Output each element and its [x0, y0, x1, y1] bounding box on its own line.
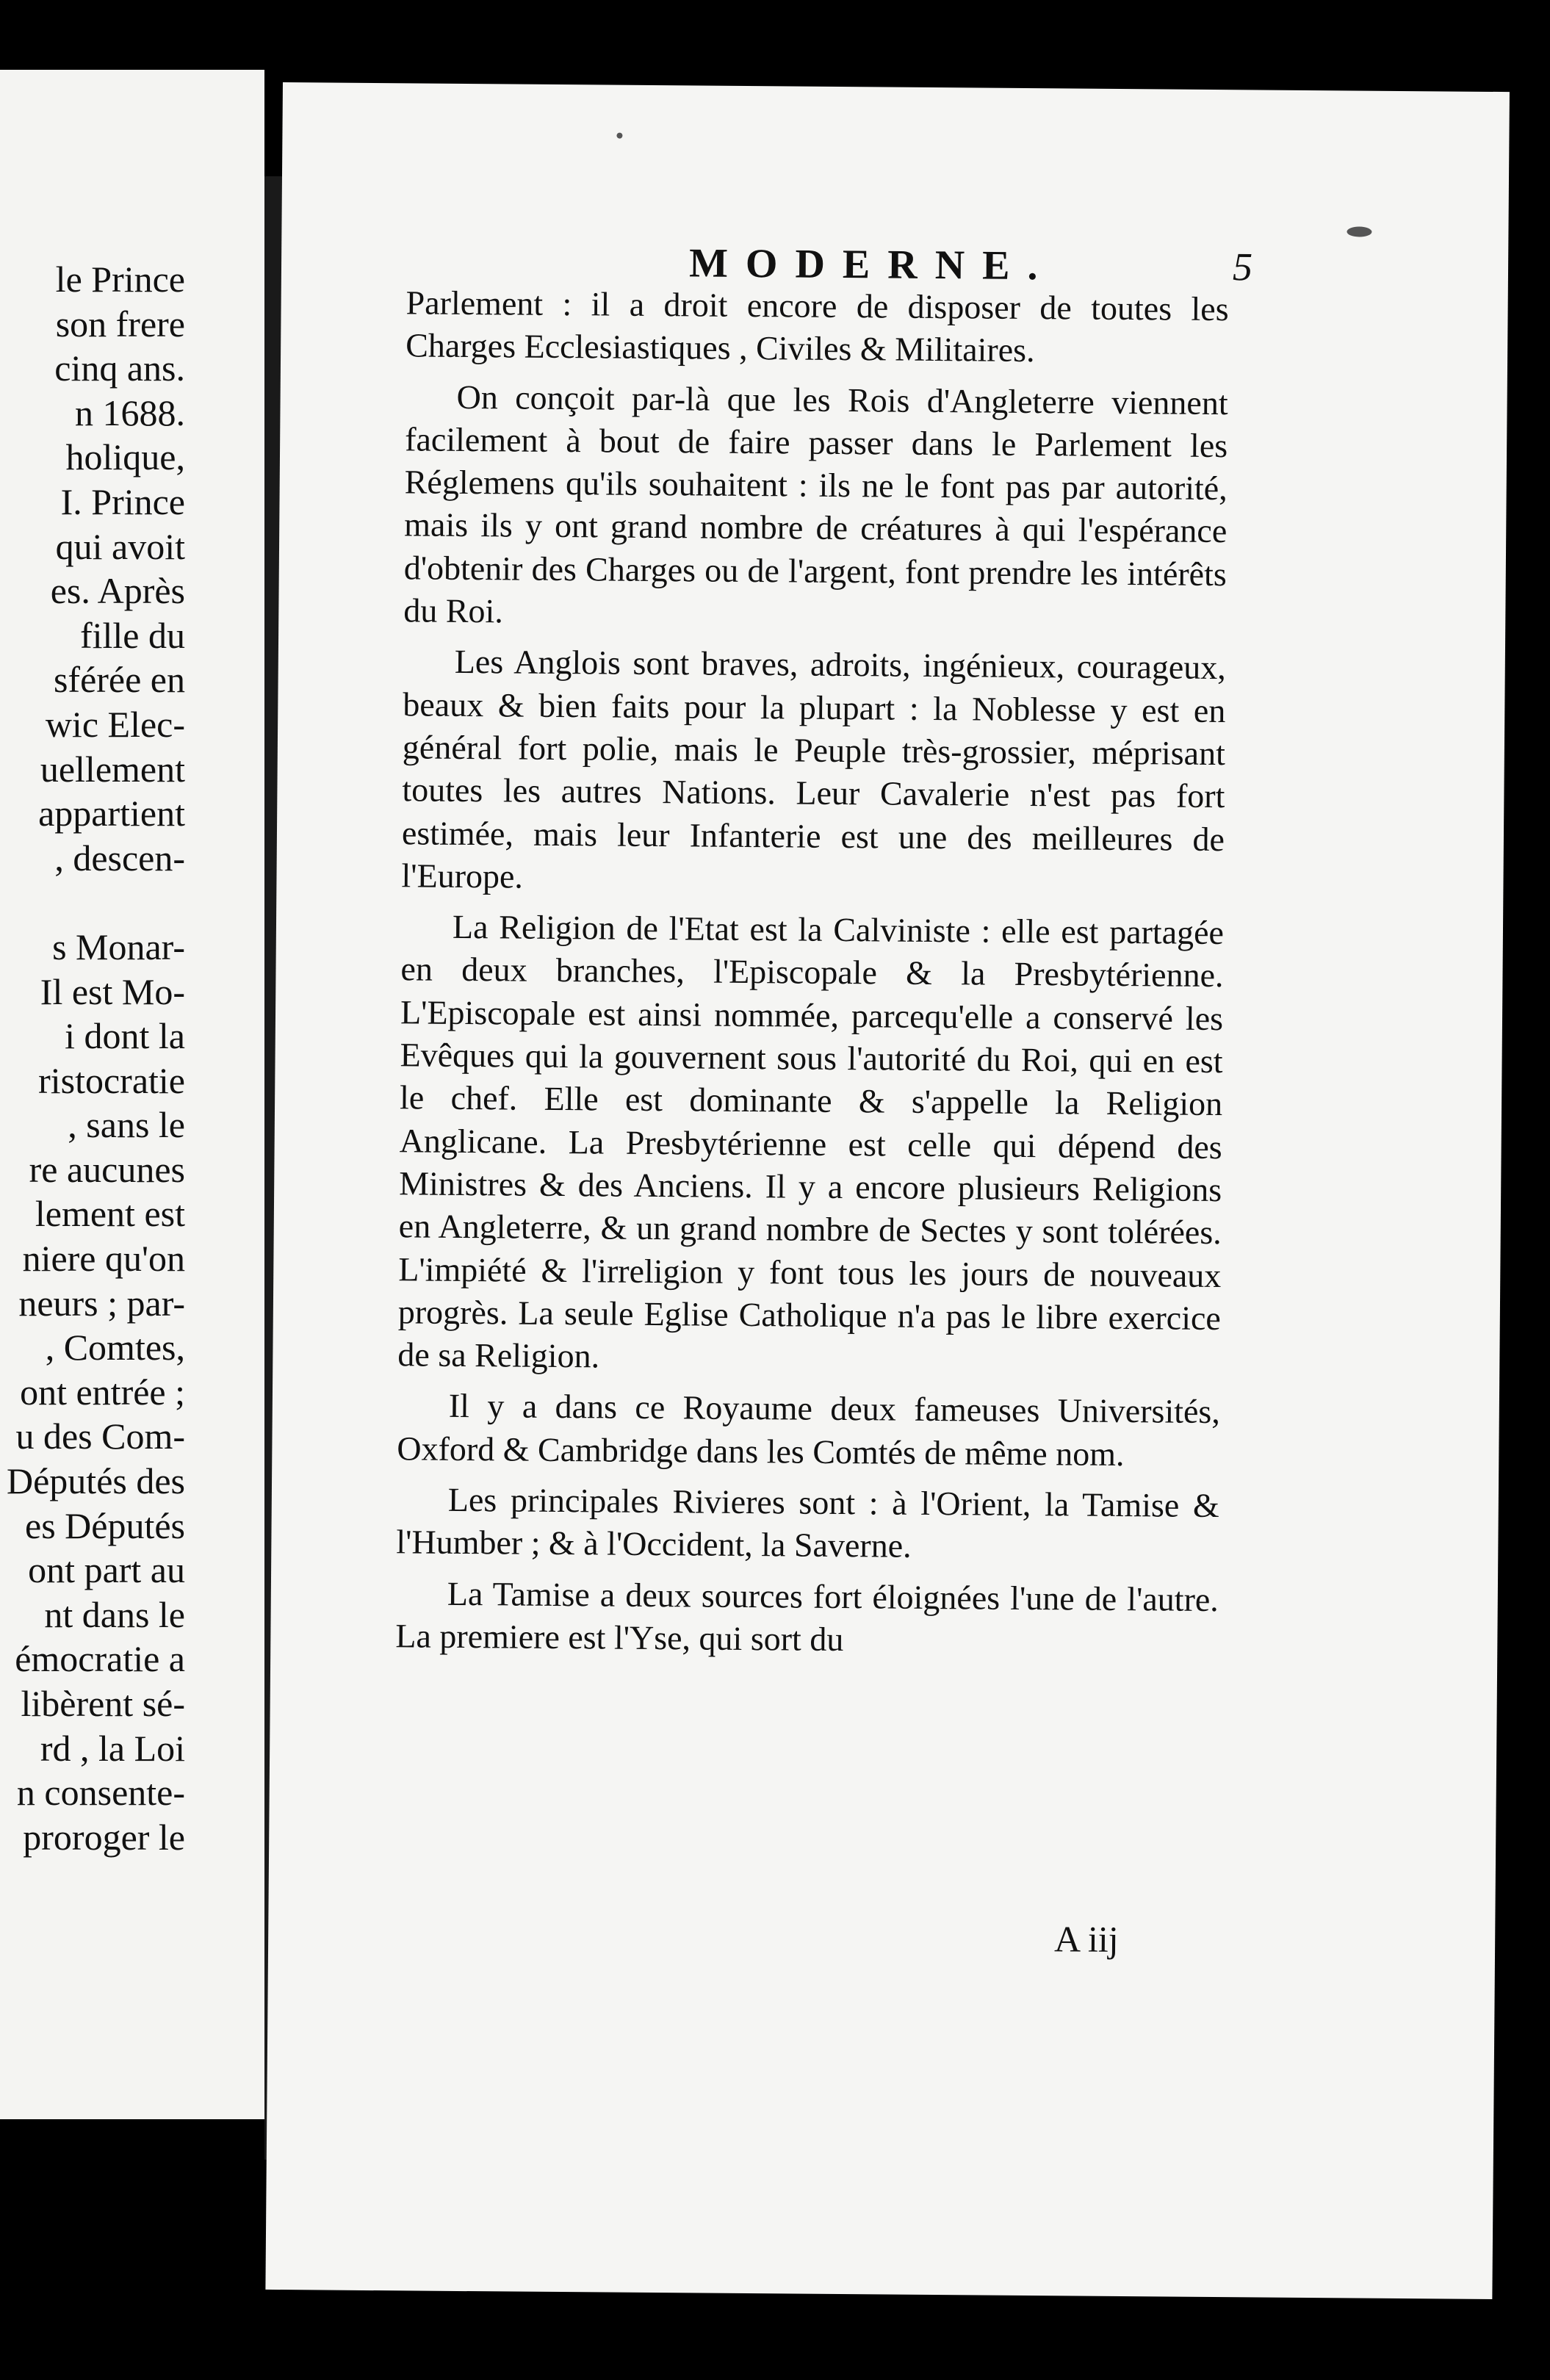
- previous-page-line: ont part au: [28, 1549, 185, 1591]
- current-page: [265, 82, 1510, 2299]
- previous-page-line: [0, 880, 185, 925]
- paper-speck: [1347, 226, 1371, 237]
- previous-page-line: émocratie a: [15, 1638, 185, 1680]
- previous-page-line: re aucunes: [29, 1148, 185, 1190]
- previous-page-line: n 1688.: [75, 392, 185, 433]
- previous-page-line: , sans le: [68, 1104, 185, 1146]
- previous-page-line: nt dans le: [44, 1593, 185, 1635]
- previous-page-line: neurs ; par-: [18, 1282, 185, 1324]
- previous-page-text: [0, 257, 185, 1859]
- previous-page-line: wic Elec-: [45, 703, 185, 745]
- previous-page-line: s Monar-: [52, 926, 185, 967]
- previous-page-line: es Députés: [25, 1504, 185, 1546]
- previous-page-line: , descen-: [54, 837, 185, 879]
- body-paragraph: On conçoit par-là que les Rois d'Angleterre viennent facilement à bout de faire passer dans le Parlement les Réglemens qu'ils souhaitent : ils ne le font pas par autorité, mais ils y ont grand nombre de créatures à qui l'espérance d'obtenir des Charges ou de l'argent, font prendre les intérêts du Roi.: [403, 378, 1228, 630]
- body-paragraph: Les principales Rivieres sont : à l'Orient, la Tamise & l'Humber ; & à l'Occident, la Saverne.: [396, 1480, 1220, 1565]
- page-number: 5: [1232, 245, 1253, 289]
- previous-page-line: son frere: [55, 303, 185, 345]
- previous-page-line: le Prince: [55, 259, 185, 300]
- previous-page-fragment: [0, 70, 264, 2119]
- body-paragraph: La Tamise a deux sources fort éloignées l'une de l'autre. La premiere est l'Yse, qui sort du: [395, 1574, 1219, 1658]
- previous-page-line: proroger le: [23, 1816, 185, 1858]
- previous-page-line: Il est Mo-: [40, 970, 185, 1012]
- previous-page-line: n consente-: [16, 1772, 185, 1814]
- previous-page-line: es. Après: [50, 570, 185, 612]
- running-head-title: MODERNE.: [688, 240, 1056, 289]
- previous-page-line: holique,: [65, 436, 185, 478]
- previous-page-line: i dont la: [65, 1015, 185, 1057]
- previous-page-line: niere qu'on: [22, 1238, 185, 1280]
- previous-page-line: Députés des: [7, 1460, 185, 1502]
- previous-page-line: fille du: [79, 614, 185, 656]
- previous-page-line: sférée en: [53, 659, 185, 701]
- previous-page-line: libèrent sé-: [21, 1683, 185, 1724]
- body-paragraph: Les Anglois sont braves, adroits, ingénieux, courageux, beaux & bien faits pour la plupart : la Noblesse y est en général fort polie, mais le Peuple très-grossier, méprisant toutes les autres Nations. Leur Cavalerie n'est pas fort estimée, mais leur Infanterie est une des meilleures de l'Europe.: [401, 643, 1226, 895]
- previous-page-line: qui avoit: [55, 525, 185, 567]
- previous-page-line: ont entrée ;: [20, 1371, 185, 1413]
- previous-page-line: uellement: [40, 748, 185, 790]
- previous-page-line: u des Com-: [15, 1416, 185, 1457]
- body-paragraph: La Religion de l'Etat est la Calviniste : elle est partagée en deux branches, l'Episcopale & la Presbytérienne. L'Episcopale est ainsi nommée, parcequ'elle a conservé les Evêques qui la gouvernent sous l'autorité du Roi, qui en est le chef. Elle est dominante & s'appelle la Religion Anglicane. La Presbytérienne est celle qui dépend des Ministres & des Anciens. Il y a encore plusieurs Religions en Angleterre, & un grand nombre de Sectes y sont tolérées. L'impiété & l'irreligion y font tous les jours de nouveaux progrès. La seule Eglise Catholique n'a pas le libre exercice de sa Religion.: [397, 908, 1225, 1375]
- previous-page-line: I. Prince: [60, 480, 185, 522]
- body-paragraph: Parlement : il a droit encore de disposer de toutes les Charges Ecclesiastiques , Civiles & Militaires.: [405, 284, 1229, 369]
- page-body-text: [395, 281, 1229, 1672]
- paper-speck: [616, 133, 622, 139]
- previous-page-line: rd , la Loi: [40, 1727, 185, 1769]
- previous-page-line: appartient: [38, 793, 185, 834]
- previous-page-line: , Comtes,: [45, 1327, 185, 1368]
- body-paragraph: Il y a dans ce Royaume deux fameuses Universités, Oxford & Cambridge dans les Comtés de même nom.: [397, 1387, 1221, 1473]
- previous-page-line: lement est: [35, 1193, 185, 1235]
- previous-page-line: cinq ans.: [54, 347, 185, 389]
- signature-mark: A iij: [1053, 1918, 1119, 1961]
- previous-page-line: ristocratie: [38, 1059, 185, 1101]
